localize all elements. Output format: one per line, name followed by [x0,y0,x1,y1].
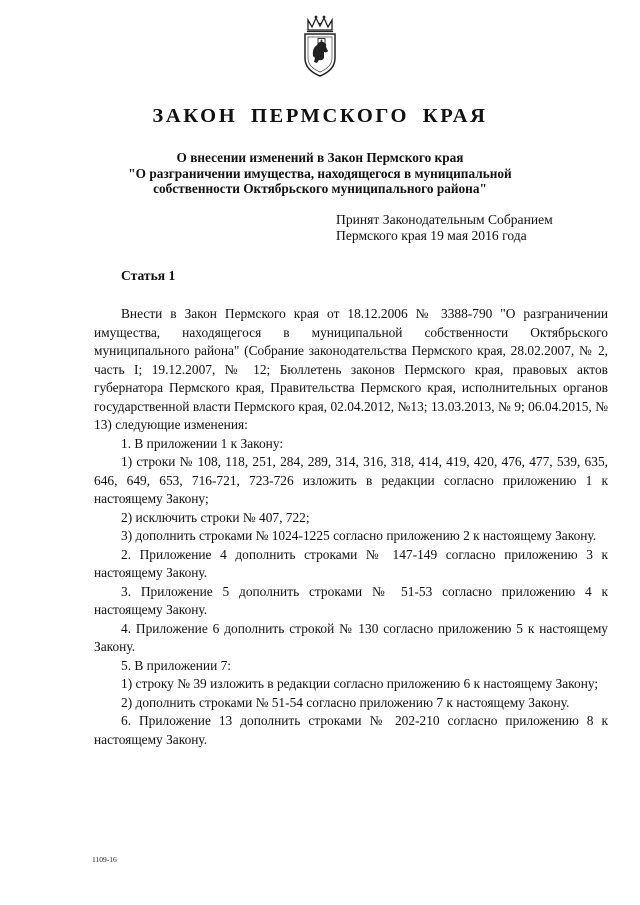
document-subtitle [80,150,560,197]
adoption-line: Пермского края 19 мая 2016 года [336,228,527,243]
document-code: 1109-16 [92,855,117,864]
paragraph: Внести в Закон Пермского края от 18.12.2006 № 3388-790 "О разграничении имущества, находящегося в муниципальной собственности Октябрьского муниципального района" (Собрание законодательства Пермского края, 28.02.2007, № 2, часть I; 19.12.2007, № 12; Бюллетень законов Пермского края, правовых актов губернатора Пермского края, Правительства Пермского края, исполнительных органов государственной власти Пермского края, 02.04.2012, №13; 13.03.2013, № 9; 06.04.2015, № 13) следующие изменения: [94,306,608,432]
paragraph: 2) дополнить строками № 51-54 согласно приложению 7 к настоящему Закону. [121,694,570,710]
paragraph: 1) строку № 39 изложить в редакции согласно приложению 6 к настоящему Закону; [121,676,599,691]
paragraph: 2) исключить строки № 407, 722; [121,509,310,525]
paragraph: 5. В приложении 7: [121,657,232,673]
article-heading: Статья 1 [121,268,176,283]
paragraph: 3) дополнить строками № 1024-1225 согласно приложению 2 к настоящему Закону. [121,528,597,543]
paragraph: 1) строки № 108, 118, 251, 284, 289, 314, 316, 318, 414, 419, 420, 476, 477, 539, 635, 646, 649, 653, 716-721, 723-726 изложить в редакции согласно приложению 1 к настоящему Закону; [94,454,608,506]
paragraph: 4. Приложение 6 дополнить строкой № 130 согласно приложению 5 к настоящему Закону. [94,620,608,654]
paragraph: 3. Приложение 5 дополнить строками № 51-53 согласно приложению 4 к настоящему Закону. [94,583,608,617]
subtitle-line: О внесении изменений в Закон Пермского края [176,150,464,165]
article-body [94,305,608,749]
subtitle-line: собственности Октябрьского муниципального района" [153,181,487,196]
coat-of-arms-icon [298,14,342,78]
document-title: ЗАКОН ПЕРМСКОГО КРАЯ [152,105,488,127]
adoption-line: Принят Законодательным Собранием [336,212,553,227]
paragraph: 1. В приложении 1 к Закону: [121,435,284,451]
adoption-note [336,212,596,244]
subtitle-line: "О разграничении имущества, находящегося в муниципальной [128,165,512,181]
paragraph: 6. Приложение 13 дополнить строками № 202-210 согласно приложению 8 к настоящему Закону. [94,713,608,747]
paragraph: 2. Приложение 4 дополнить строками № 147-149 согласно приложению 3 к настоящему Закону. [94,546,608,580]
